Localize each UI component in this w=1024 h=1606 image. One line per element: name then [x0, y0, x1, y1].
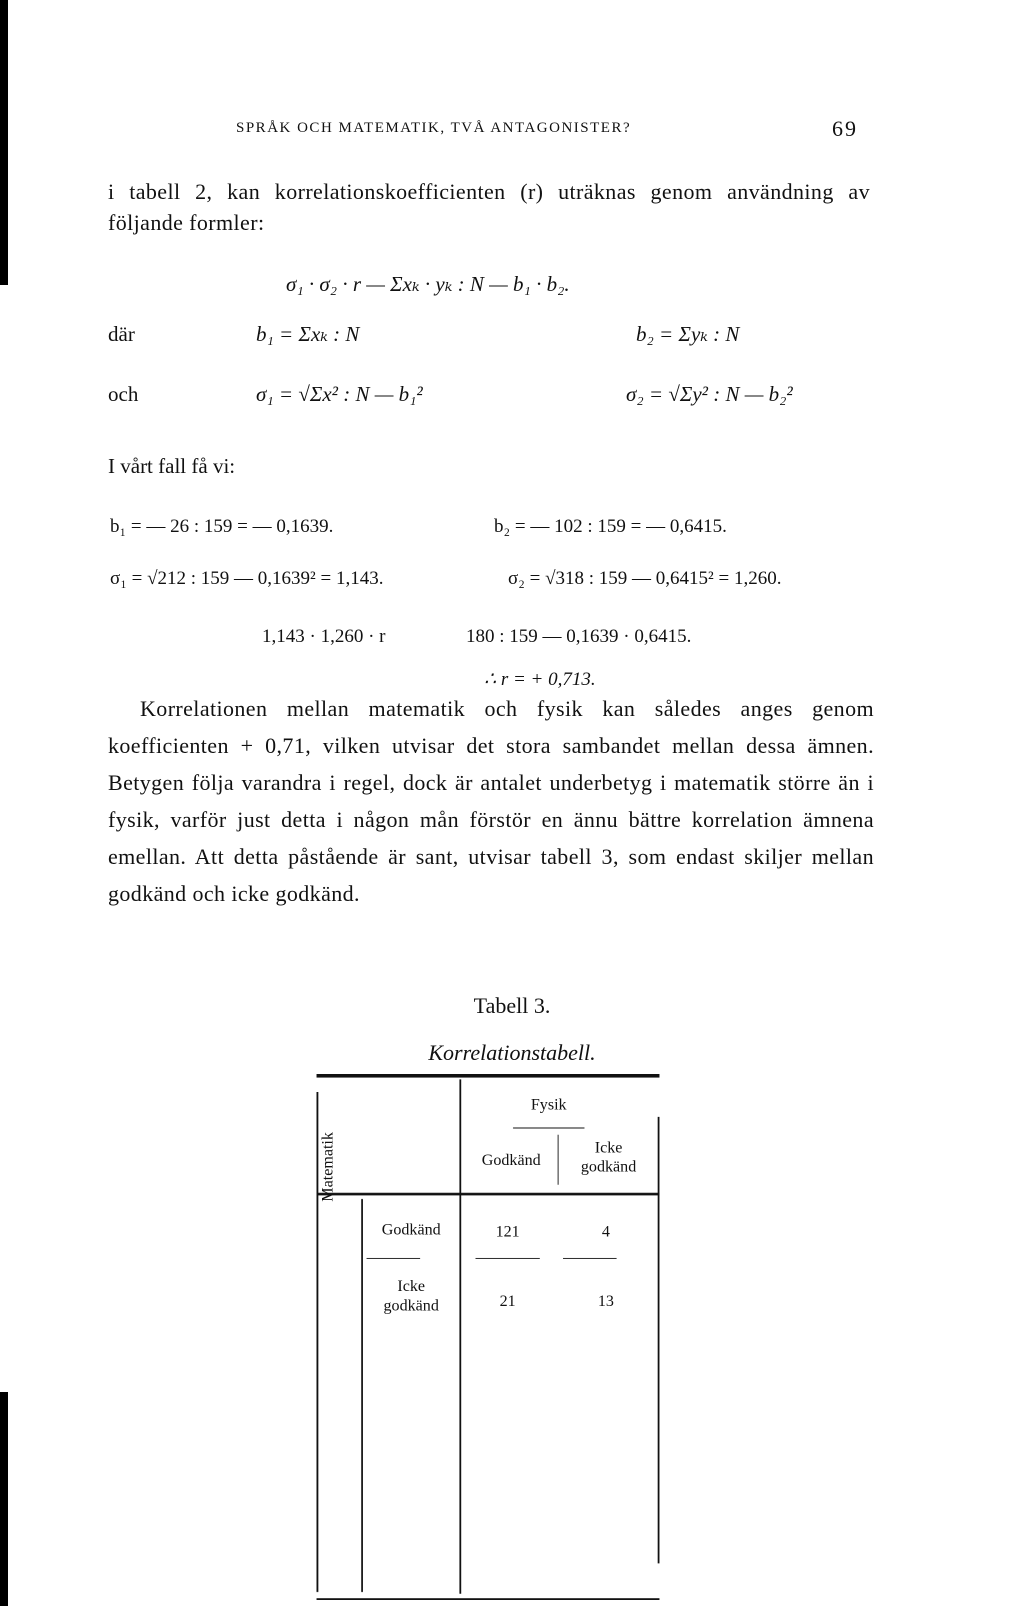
calc-r-equation-right: 180 : 159 — 0,1639 · 0,6415. — [466, 626, 692, 647]
calc-sigma2: σ₂ = √318 : 159 — 0,6415² = 1,260. — [508, 568, 782, 589]
row-head-icke-godkand — [363, 1276, 459, 1315]
table-bottom-rule — [317, 1598, 660, 1600]
cell-icke-icke: 13 — [597, 1291, 614, 1310]
col-head-icke-godkand — [559, 1138, 657, 1176]
calc-b2: b₂ = — 102 : 159 = — 0,6415. — [494, 516, 727, 537]
table-title: Tabell 3. — [473, 993, 551, 1018]
main-formula: σ₁ · σ₂ · r — Σxₖ · yₖ : N — b₁ · b₂. — [286, 272, 570, 296]
col-head-godkand-2: godkänd — [580, 1157, 637, 1175]
calc-b1: b₁ = — 26 : 159 = — 0,1639. — [110, 516, 334, 537]
fysik-underline — [513, 1128, 584, 1129]
sigma1-definition: σ₁ = √Σx² : N — b₁² — [256, 382, 423, 406]
b2-definition: b₂ = Σyₖ : N — [636, 322, 740, 346]
body-paragraph: Korrelationen mellan matematik och fysik kan således anges genom koefficienten + 0,71, vilken utvisar det stora sambandet mellan dessa ämnen. Betygen följa varandra i regel, dock är antalet underbetyg i matematik större än i fysik, varför just detta i någon mån förstör en ännu bättre korrelation ämnena emellan. Att detta påstående är sant, utvisar tabell 3, som endast skiljer mellan godkänd och icke godkänd. — [108, 696, 874, 906]
running-title: SPRÅK OCH MATEMATIK, TVÅ ANTAGONISTER? — [236, 120, 632, 136]
table-right-border — [658, 1117, 660, 1564]
row-head-icke: Icke — [397, 1276, 426, 1295]
row-divider-stub — [367, 1258, 421, 1259]
scan-edge-bottom — [0, 1392, 8, 1606]
running-header — [236, 116, 858, 141]
table-top-rule — [317, 1074, 660, 1078]
col-head-icke: Icke — [594, 1138, 623, 1157]
sigma2-definition: σ₂ = √Σy² : N — b₂² — [626, 382, 793, 406]
calc-r-equation-left: 1,143 · 1,260 · r — [262, 626, 386, 647]
intro-paragraph: i tabell 2, kan korrelationskoefficienten (r) uträknas genom användning av följande formler: — [108, 179, 870, 235]
scan-edge-top — [0, 0, 8, 285]
row-head-godkand: Godkänd — [381, 1220, 441, 1239]
table-subtitle: Korrelationstabell. — [428, 1040, 596, 1065]
row-head-godkand-2: godkänd — [383, 1296, 439, 1315]
calc-sigma1: σ₁ = √212 : 159 — 0,1639² = 1,143. — [110, 568, 384, 589]
cell-icke-godkand: 21 — [499, 1291, 516, 1310]
calc-result: ∴ r = + 0,713. — [484, 669, 596, 690]
col-head-godkand: Godkänd — [481, 1150, 541, 1169]
b1-definition: b₁ = Σxₖ : N — [256, 322, 360, 346]
page-number: 69 — [832, 116, 858, 141]
column-divider — [558, 1135, 559, 1185]
row-divider-col1 — [475, 1258, 539, 1259]
case-intro: I vårt fall få vi: — [108, 454, 236, 478]
table-head-rule — [317, 1193, 660, 1196]
och-label: och — [108, 382, 139, 406]
dar-label: där — [108, 322, 135, 346]
col-group-fysik: Fysik — [530, 1095, 567, 1114]
cell-godkand-godkand: 121 — [495, 1222, 520, 1241]
row-group-divider — [361, 1199, 363, 1592]
table-stub-divider — [459, 1079, 461, 1593]
row-divider-col2 — [563, 1258, 617, 1259]
cell-godkand-icke: 4 — [601, 1222, 610, 1241]
row-group-matematik: Matematik — [318, 1132, 337, 1202]
